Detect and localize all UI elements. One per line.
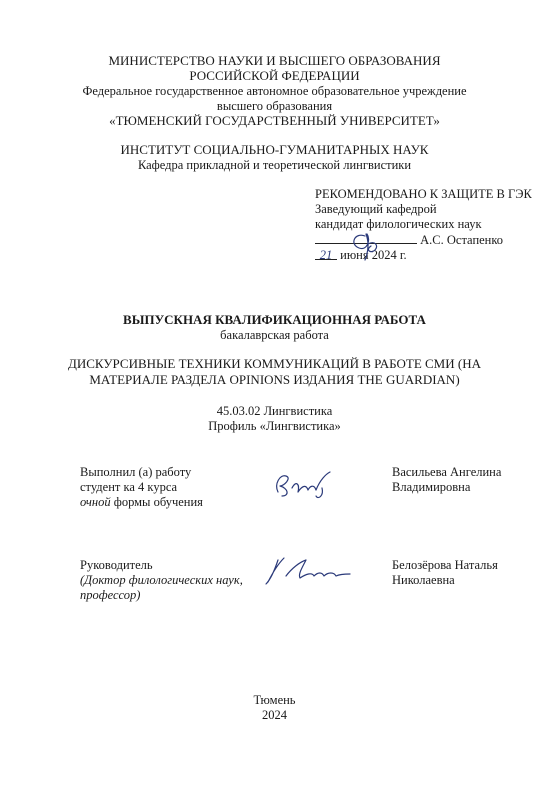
year: 2024 bbox=[262, 708, 287, 722]
student-label: Выполнил (а) работу bbox=[80, 465, 192, 479]
supervisor-degree-line-2: профессор) bbox=[80, 588, 141, 602]
approval-degree: кандидат филологических наук bbox=[315, 217, 482, 231]
student-course: студент ка 4 курса bbox=[80, 480, 178, 494]
city: Тюмень bbox=[253, 693, 296, 707]
approval-title: РЕКОМЕНДОВАНО К ЗАЩИТЕ В ГЭК bbox=[315, 187, 532, 201]
work-title-line-2: МАТЕРИАЛЕ РАЗДЕЛА OPINIONS ИЗДАНИЯ THE GUARDIAN) bbox=[89, 372, 460, 387]
student-signature bbox=[270, 466, 342, 502]
country-title: РОССИЙСКОЙ ФЕДЕРАЦИИ bbox=[189, 68, 360, 83]
department-name: Кафедра прикладной и теоретической лингвистики bbox=[137, 158, 412, 172]
study-form-rest: формы обучения bbox=[110, 495, 203, 509]
supervisor-signature bbox=[262, 552, 354, 588]
student-name-line-1: Васильева Ангелина bbox=[392, 465, 502, 479]
work-title-line-1: ДИСКУРСИВНЫЕ ТЕХНИКИ КОММУНИКАЦИЙ В РАБОТЕ СМИ (НА bbox=[68, 356, 481, 371]
study-form-italic: очной bbox=[80, 495, 111, 509]
approval-position: Заведующий кафедрой bbox=[315, 202, 437, 216]
approval-day: 21 bbox=[315, 248, 337, 260]
institution-type: Федеральное государственное автономное образовательное учреждение bbox=[82, 84, 467, 98]
institution-level: высшего образования bbox=[216, 99, 333, 113]
head-signature bbox=[335, 224, 395, 264]
specialty-profile: Профиль «Лингвистика» bbox=[208, 419, 341, 433]
supervisor-name-line-1: Белозёрова Наталья bbox=[392, 558, 498, 572]
study-form bbox=[80, 495, 203, 509]
work-level: бакалаврская работа bbox=[220, 328, 329, 342]
university-name: «ТЮМЕНСКИЙ ГОСУДАРСТВЕННЫЙ УНИВЕРСИТЕТ» bbox=[109, 113, 440, 128]
work-type: ВЫПУСКНАЯ КВАЛИФИКАЦИОННАЯ РАБОТА bbox=[123, 312, 426, 327]
supervisor-degree-line-1: (Доктор филологических наук, bbox=[80, 573, 243, 587]
approval-date-rest: июня 2024 г. bbox=[340, 248, 407, 262]
student-name-line-2: Владимировна bbox=[392, 480, 471, 494]
institute-name: ИНСТИТУТ СОЦИАЛЬНО-ГУМАНИТАРНЫХ НАУК bbox=[120, 142, 429, 157]
specialty-code: 45.03.02 Лингвистика bbox=[216, 404, 333, 418]
supervisor-label: Руководитель bbox=[80, 558, 153, 572]
supervisor-name-line-2: Николаевна bbox=[392, 573, 455, 587]
approval-name: А.С. Остапенко bbox=[420, 233, 504, 247]
ministry-title: МИНИСТЕРСТВО НАУКИ И ВЫСШЕГО ОБРАЗОВАНИЯ bbox=[108, 53, 441, 68]
